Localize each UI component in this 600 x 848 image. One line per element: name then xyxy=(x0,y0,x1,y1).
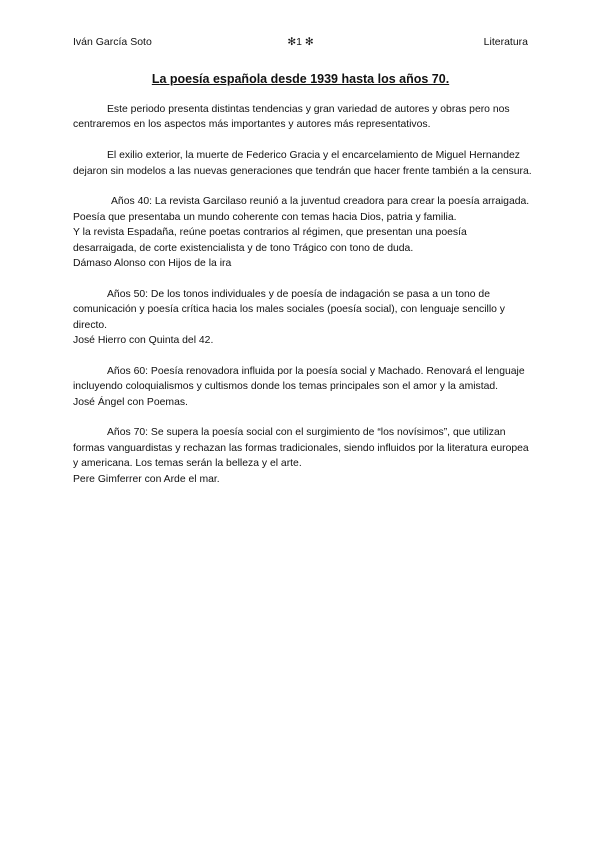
section-anos-60 xyxy=(73,364,533,410)
section-anos-50 xyxy=(73,287,533,349)
paragraph-exilio: El exilio exterior, la muerte de Federico Gracia y el encarcelamiento de Miguel Hernandez dejaron sin modelos a las nuevas generaciones que tendrán que hacer frente también a la censura. xyxy=(73,150,532,177)
paragraph-anos-50-author: José Hierro con Quinta del 42. xyxy=(73,335,214,347)
header-subject: Literatura xyxy=(483,36,528,48)
paragraph-anos-60-author: José Ángel con Poemas. xyxy=(73,396,188,408)
paragraph-anos-40-garcilaso: Años 40: La revista Garcilaso reunió a la juventud creadora para crear la poesía arraigada. Poesía que presentaba un mundo coherente con temas hacia Dios, patria y familia. xyxy=(73,196,530,223)
document-body xyxy=(73,102,533,502)
document-title: La poesía española desde 1939 hasta los años 70. xyxy=(151,72,450,86)
header-author: Iván García Soto xyxy=(73,36,152,48)
page-header xyxy=(73,36,528,52)
paragraph-anos-70-author: Pere Gimferrer con Arde el mar. xyxy=(73,473,220,485)
paragraph-anos-50-text: Años 50: De los tonos individuales y de poesía de indagación se pasa a un tono de comunicación y poesía crítica hacia los males sociales (poesía social), con lenguaje sencillo y directo. xyxy=(73,288,506,331)
paragraph-anos-40-espadana: Y la revista Espadaña, reúne poetas contrarios al régimen, que presentan una poesía desarraigada, de corte existencialista y de tono Trágico con tono de duda. xyxy=(73,227,467,254)
paragraph-anos-40-author: Dámaso Alonso con Hijos de la ira xyxy=(73,258,232,270)
paragraph-anos-70-text: Años 70: Se supera la poesía social con el surgimiento de “los novísimos”, que utilizan formas vanguardistas y rechazan las formas tradicionales, siendo influidos por la literatura europea y americana. Los temas serán la belleza y el arte. xyxy=(73,427,529,470)
paragraph-intro: Este periodo presenta distintas tendencias y gran variedad de autores y obras pero nos centraremos en los aspectos más importantes y autores más representativos. xyxy=(73,104,510,131)
section-anos-40 xyxy=(73,194,533,271)
header-page-number: ✻1 ✻ xyxy=(287,36,314,48)
paragraph-anos-60-text: Años 60: Poesía renovadora influida por la poesía social y Machado. Renovará el lenguaje incluyendo coloquialismos y cultismos donde los temas principales son el amor y la amistad. xyxy=(73,365,525,393)
section-anos-70 xyxy=(73,425,533,487)
